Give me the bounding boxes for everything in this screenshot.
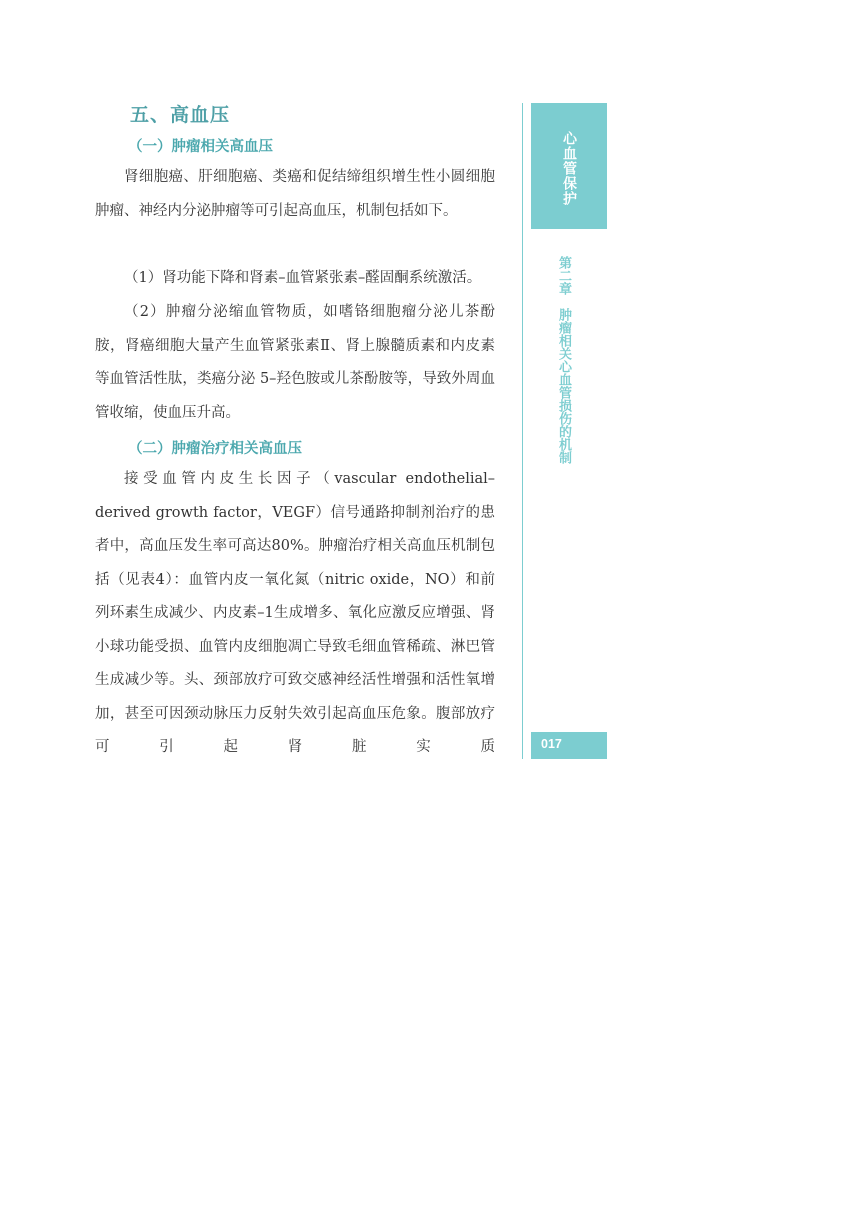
section-tab-label: 心血管保护 xyxy=(561,131,577,206)
body-paragraph-4: 接受血管内皮生长因子（vascular endothelial–derived growth factor，VEGF）信号通路抑制剂治疗的患者中，高血压发生率可高达80%。肿瘤治疗相关高血压机制包括（见表4）：血管内皮一氧化氮（nitric oxide，NO）和前列环素生成减少、内皮素–1生成增多、氧化应激反应增强、肾小球功能受损、血管内皮细胞凋亡导致毛细血管稀疏、淋巴管生成减少等。头、颈部放疗可致交感神经活性增强和活性氧增加，甚至可因颈动脉压力反射失效引起高血压危象。腹部放疗可引起肾脏实质 xyxy=(95,471,495,755)
chapter-running-title: 第二章 肿瘤相关心血管损伤的机制 xyxy=(556,256,571,464)
subsection-heading-1: （一）肿瘤相关高血压 xyxy=(128,139,273,155)
page-number: 017 xyxy=(541,737,562,751)
body-paragraph-1: 肾细胞癌、肝细胞癌、类癌和促结缔组织增生性小圆细胞肿瘤、神经内分泌肿瘤等可引起高血压，机制包括如下。 xyxy=(95,169,495,219)
body-paragraph-2: （1）肾功能下降和肾素–血管紧张素–醛固酮系统激活。 xyxy=(124,270,482,286)
page-number-tab xyxy=(531,732,607,759)
section-tab xyxy=(531,103,607,229)
margin-divider-line xyxy=(522,103,523,759)
body-paragraph-3: （2）肿瘤分泌缩血管物质，如嗜铬细胞瘤分泌儿茶酚胺，肾癌细胞大量产生血管紧张素Ⅱ、肾上腺髓质素和内皮素等血管活性肽，类癌分泌 5–羟色胺或儿茶酚胺等，导致外周血管收缩，使血压升高。 xyxy=(95,304,495,421)
section-title: 五、高血压 xyxy=(130,104,231,126)
subsection-heading-2: （二）肿瘤治疗相关高血压 xyxy=(128,441,302,457)
